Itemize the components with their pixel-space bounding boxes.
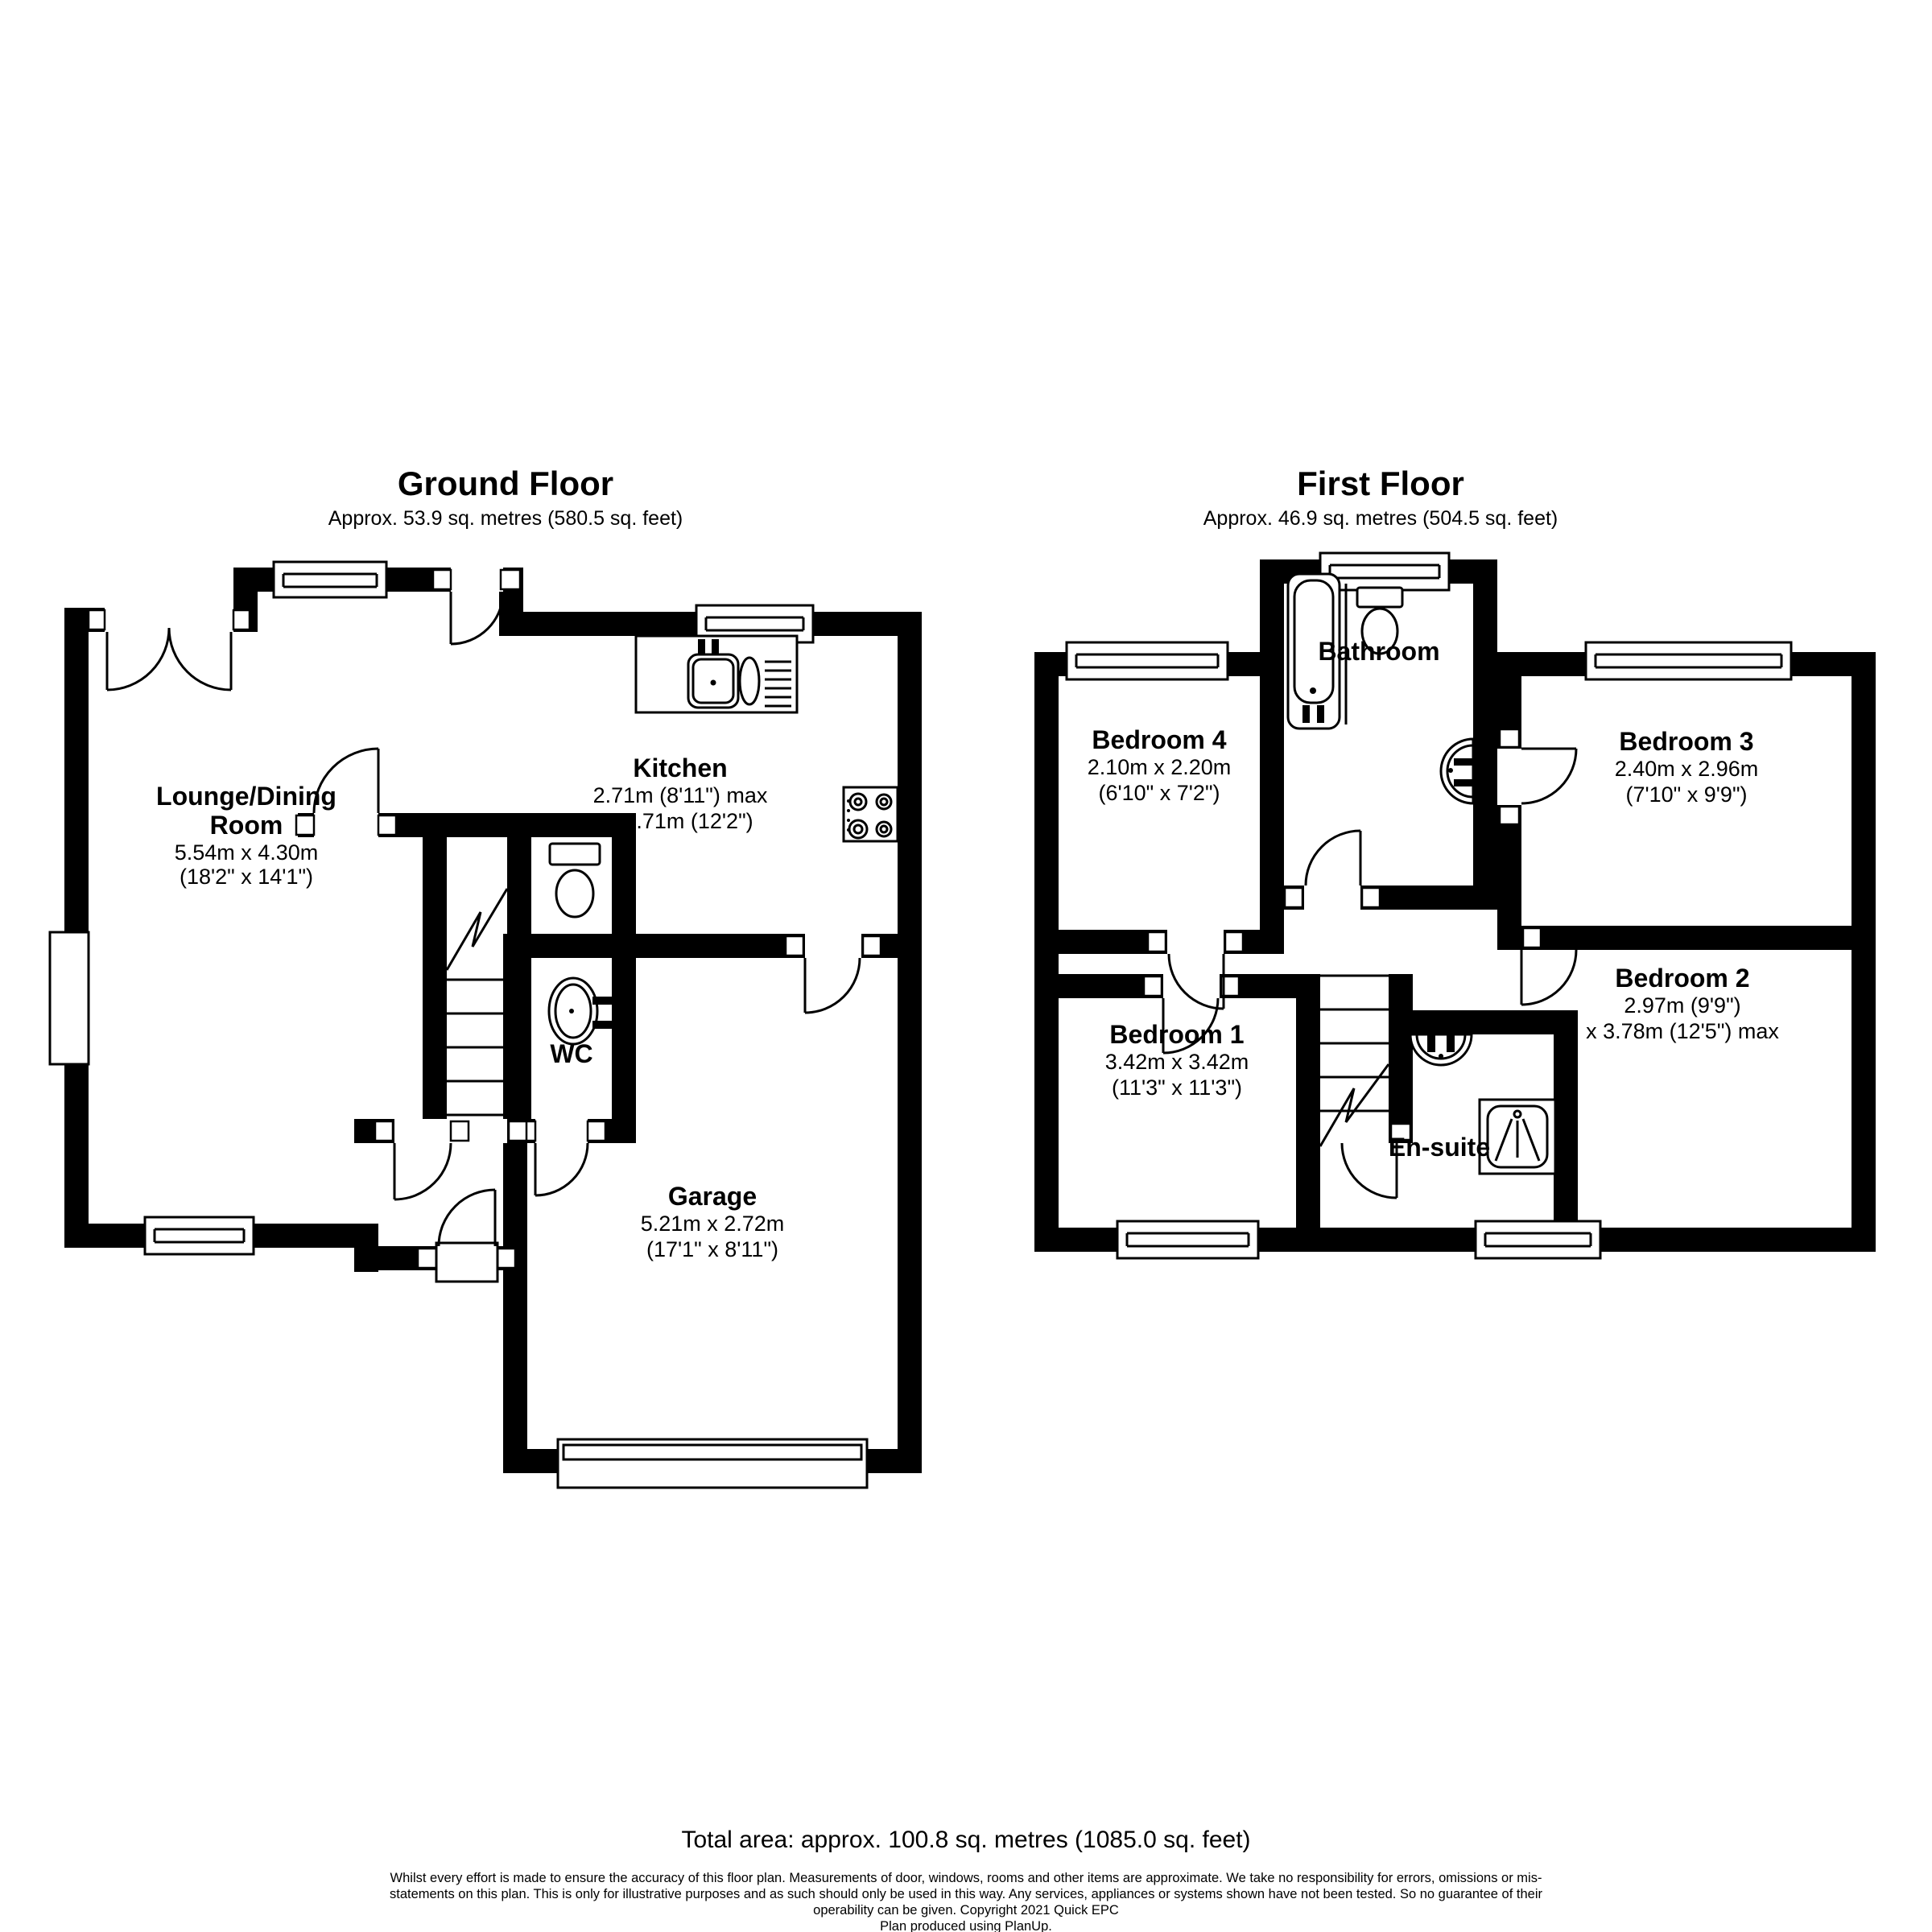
- window: [1586, 642, 1791, 679]
- window: [145, 1217, 254, 1254]
- window: [274, 562, 386, 597]
- door-opening: [1304, 886, 1360, 910]
- garage-label: Garage: [667, 1182, 758, 1211]
- bedroom3-label: Bedroom 3: [1619, 727, 1754, 756]
- wall: [423, 837, 447, 1143]
- bedroom1-dims-imperial: (11'3" x 11'3"): [1111, 1075, 1243, 1100]
- kitchen-sink-icon: [636, 636, 797, 712]
- door-jamb: [501, 570, 520, 589]
- wall: [1389, 974, 1413, 1143]
- window: [1067, 642, 1228, 679]
- bedroom2-dims-imperial: x 3.78m (12'5") max: [1586, 1019, 1779, 1043]
- door-jamb: [1500, 807, 1519, 824]
- door-opening: [1497, 749, 1521, 805]
- door-jamb: [433, 570, 451, 589]
- kitchen-label: Kitchen: [633, 753, 728, 782]
- bedroom3-dims-imperial: (7'10" x 9'9"): [1625, 782, 1748, 807]
- basin-icon: [1441, 739, 1473, 803]
- door-jamb: [1500, 729, 1519, 747]
- bedroom4-dims-metric: 2.10m x 2.20m: [1087, 755, 1232, 779]
- garage-dims-metric: 5.21m x 2.72m: [640, 1212, 785, 1236]
- bathroom-label: Bathroom: [1318, 637, 1440, 666]
- door-arc: [805, 958, 860, 1013]
- lounge-label: Lounge/Dining: [156, 782, 336, 811]
- door-jamb: [1144, 976, 1162, 996]
- door-jamb: [786, 936, 803, 956]
- front-door: [436, 1190, 497, 1282]
- stairs-icon: [1320, 976, 1389, 1146]
- wall: [1521, 926, 1876, 950]
- door-opening: [805, 934, 861, 958]
- door-arc: [1521, 749, 1576, 803]
- shower-icon: [1480, 1100, 1555, 1174]
- kitchen-dims-metric: 2.71m (8'11") max: [592, 783, 768, 807]
- wc-label: WC: [550, 1039, 593, 1068]
- lounge-dims-imperial: (18'2" x 14'1"): [179, 865, 314, 889]
- bedroom1-label: Bedroom 1: [1109, 1020, 1245, 1049]
- door-opening: [535, 1119, 588, 1143]
- first-floor-subtitle: Approx. 46.9 sq. metres (504.5 sq. feet): [1203, 507, 1558, 530]
- door-jamb: [863, 936, 881, 956]
- bedroom2-label: Bedroom 2: [1615, 964, 1750, 993]
- wall: [1260, 559, 1284, 954]
- door-arc: [451, 592, 503, 644]
- hob-icon: [844, 787, 898, 841]
- bedroom3-dims-metric: 2.40m x 2.96m: [1614, 757, 1759, 781]
- footer: [390, 1827, 1543, 1932]
- first-floor-plan: [1034, 464, 1876, 1258]
- door-jamb: [451, 1121, 469, 1141]
- door-jamb: [418, 1249, 437, 1268]
- door-jamb: [296, 815, 314, 835]
- bedroom1-dims-metric: 3.42m x 3.42m: [1104, 1050, 1249, 1074]
- door-jamb: [1523, 928, 1541, 947]
- ensuite-basin-icon: [1410, 1034, 1472, 1065]
- door-opening: [1163, 974, 1220, 998]
- ensuite-label: En-suite: [1388, 1133, 1491, 1162]
- door-opening: [451, 568, 503, 592]
- door-jamb: [1225, 932, 1243, 952]
- door-opening: [394, 1119, 451, 1143]
- door-jamb: [378, 815, 396, 835]
- ground-floor-plan: [50, 464, 922, 1488]
- door-arc: [1521, 950, 1576, 1005]
- door-jamb: [375, 1121, 393, 1141]
- wall: [898, 612, 922, 1473]
- ground-floor-title: Ground Floor: [397, 464, 614, 502]
- wall: [1852, 652, 1876, 1252]
- kitchen-dims-imperial: x 3.71m (12'2"): [607, 809, 753, 833]
- disclaimer-line: statements on this plan. This is only for illustrative purposes and as such should only be used in this way. Any services, appliances or systems shown have not been tested. So no guarantee of their: [389, 1887, 1543, 1901]
- door-jamb: [1148, 932, 1166, 952]
- door-jamb: [588, 1121, 605, 1141]
- total-area-text: Total area: approx. 100.8 sq. metres (1085.0 sq. feet): [681, 1827, 1251, 1853]
- wall: [507, 813, 531, 1143]
- door-arc: [1306, 831, 1360, 886]
- bedroom4-label: Bedroom 4: [1092, 725, 1227, 754]
- wall: [1413, 1010, 1554, 1034]
- wall: [1296, 974, 1320, 1228]
- door-jamb: [509, 1121, 526, 1141]
- french-doors: [107, 628, 231, 690]
- door-arc: [535, 1143, 588, 1195]
- wall: [1554, 1010, 1578, 1228]
- wall: [612, 813, 636, 1143]
- door-jamb: [233, 610, 250, 630]
- window: [1117, 1221, 1258, 1258]
- door-arc: [394, 1143, 451, 1199]
- lounge-label-line2: Room: [209, 811, 283, 840]
- wall: [1473, 559, 1497, 910]
- disclaimer-line: Plan produced using PlanUp.: [880, 1919, 1052, 1932]
- window: [1476, 1221, 1600, 1258]
- stairs-icon: [447, 889, 507, 1115]
- door-jamb: [1362, 888, 1380, 907]
- door-jamb: [496, 1249, 515, 1268]
- bay-projection: [50, 932, 89, 1064]
- first-floor-title: First Floor: [1297, 464, 1464, 502]
- ground-floor-subtitle: Approx. 53.9 sq. metres (580.5 sq. feet): [328, 507, 683, 530]
- disclaimer-line: operability can be given. Copyright 2021 Quick EPC: [813, 1903, 1119, 1918]
- door-opening: [314, 813, 378, 837]
- disclaimer-line: Whilst every effort is made to ensure the accuracy of this floor plan. Measurements of door, windows, rooms and other items are approximate. We take no responsibility for errors, omissions or mis-: [390, 1871, 1542, 1885]
- door-opening: [1167, 930, 1224, 954]
- bedroom2-dims-metric: 2.97m (9'9"): [1624, 993, 1741, 1018]
- lounge-dims-metric: 5.54m x 4.30m: [174, 840, 319, 865]
- garage-dims-imperial: (17'1" x 8'11"): [646, 1237, 779, 1261]
- basin-icon: [549, 978, 612, 1044]
- bedroom4-dims-imperial: (6'10" x 7'2"): [1098, 781, 1220, 805]
- garage-door: [558, 1439, 867, 1488]
- door-jamb: [89, 610, 105, 630]
- wall: [64, 608, 89, 1248]
- door-jamb: [1285, 888, 1302, 907]
- toilet-icon: [550, 844, 600, 917]
